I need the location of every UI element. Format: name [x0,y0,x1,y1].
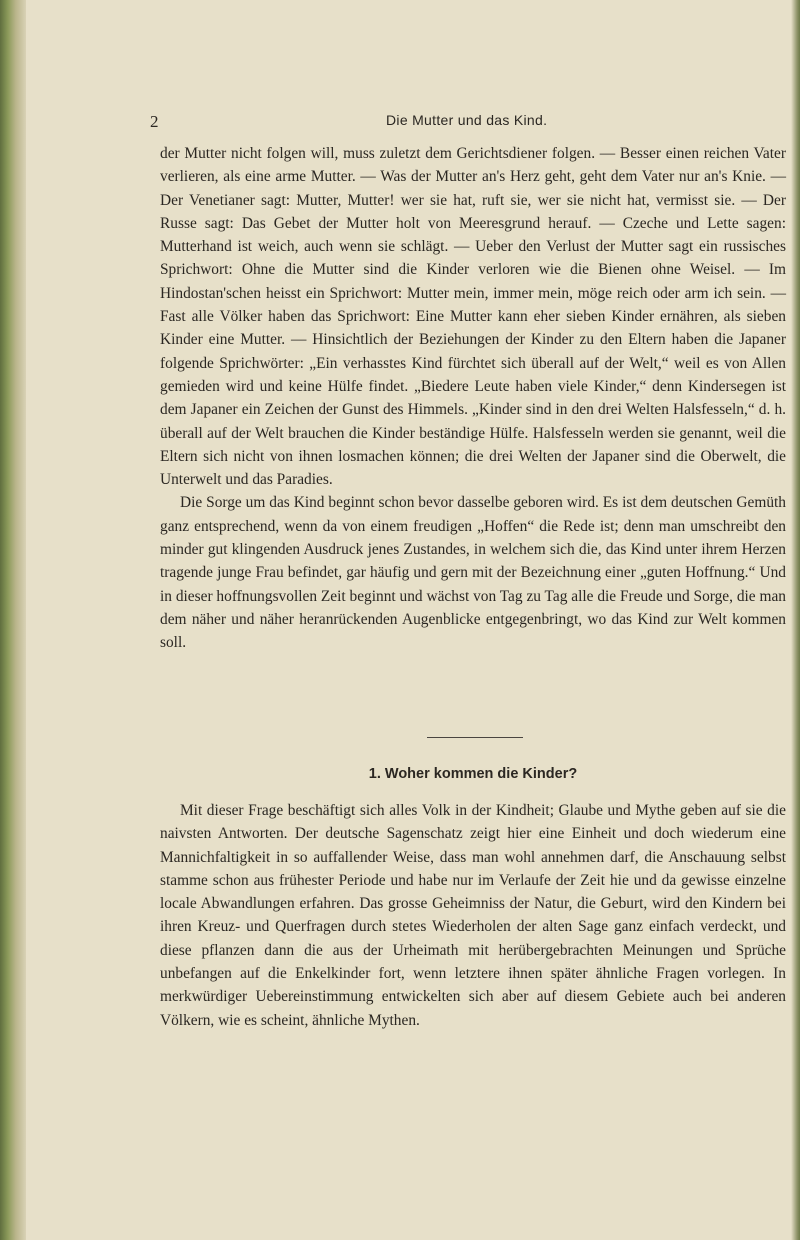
body-text [160,142,786,655]
section-body [160,799,786,1032]
running-head: Die Mutter und das Kind. [386,112,548,128]
page-number: 2 [150,112,159,131]
paragraph-proverbs: der Mutter nicht folgen will, muss zuletzt dem Gerichtsdiener folgen. — Besser einen reichen Vater verlieren, als eine arme Mutter. — Was der Mutter an's Herz geht, geht dem Vater nur an's Knie. — Der Venetianer sagt: Mutter, Mutter! wer sie hat, ruft sie, wer sie nicht hat, vermisst sie. — Der Russe sagt: Das Gebet der Mutter holt von Meeresgrund herauf. — Czeche und Lette sagen: Mutterhand ist weich, auch wenn sie schlägt. — Ueber den Verlust der Mutter sagt ein russisches Sprichwort: Ohne die Mutter sind die Kinder verloren wie die Bienen ohne Weisel. — Im Hindostan'schen heisst ein Sprichwort: Mutter mein, immer mein, möge reich oder arm ich sein. — Fast alle Völker haben das Sprichwort: Eine Mutter kann eher sieben Kinder ernähren, als sieben Kinder eine Mutter. — Hinsichtlich der Beziehungen der Kinder zu den Eltern haben die Japaner folgende Sprichwörter: „Ein verhasstes Kind fürchtet sich überall auf der Welt,“ weil es von Allen gemieden wird und keine Hülfe findet. „Biedere Leute haben viele Kinder,“ denn Kindersegen ist dem Japaner ein Zeichen der Gunst des Himmels. „Kinder sind in den drei Welten Halsfesseln,“ d. h. überall auf der Welt brauchen die Kinder beständige Hülfe. Halsfesseln werden sie genannt, weil die Eltern sich nicht von ihnen losmachen können; die drei Welten der Japaner sind die Oberwelt, die Unterwelt und das Paradies. [160,145,786,489]
page-header [150,112,750,136]
section-heading: 1. Woher kommen die Kinder? [368,766,578,782]
book-binding-edge-left [0,0,26,1240]
section-divider [427,737,523,738]
paragraph-woher: Mit dieser Frage beschäftigt sich alles Volk in der Kindheit; Glaube und Mythe geben auf sie die naivsten Antworten. Der deutsche Sagenschatz zeigt hier eine Einheit und doch wiederum eine Mannichfaltigkeit in so auffallender Weise, dass man wohl annehmen darf, die Anschauung selbst stamme schon aus frühester Periode und habe nur im Verlaufe der Zeit hie und da gewisse einzelne locale Abwandlungen erfahren. Das grosse Geheimniss der Natur, die Geburt, wird den Kindern bei ihren Kreuz- und Querfragen durch stetes Wiederholen der alten Sage ganz einfach verdeckt, und diese pflanzen dann die aus der Urheimath mit herübergebrachten Meinungen und Sprüche unbefangen auf die Enkelkinder fort, wenn letztere ihnen später ähnliche Fragen vorlegen. In merkwürdiger Uebereinstimmung entwickelten sich aber auf diesem Gebiete auch bei anderen Völkern, wie es scheint, ähnliche Mythen. [160,802,786,1029]
paragraph-sorge: Die Sorge um das Kind beginnt schon bevor dasselbe geboren wird. Es ist dem deutschen Gemüth ganz entsprechend, wenn da von einem freudigen „Hoffen“ die Rede ist; denn man umschreibt den minder gut klingenden Ausdruck jenes Zustandes, in welchem sich die, das Kind unter ihrem Herzen tragende junge Frau befindet, gar häufig und gern mit der Bezeichnung einer „guten Hoffnung.“ Und in dieser hoffnungsvollen Zeit beginnt und wächst von Tag zu Tag alle die Freude und Sorge, die man dem näher und näher heranrückenden Augenblicke entgegenbringt, wo das Kind zur Welt kommen soll. [160,494,786,652]
book-binding-edge-right [791,0,800,1240]
